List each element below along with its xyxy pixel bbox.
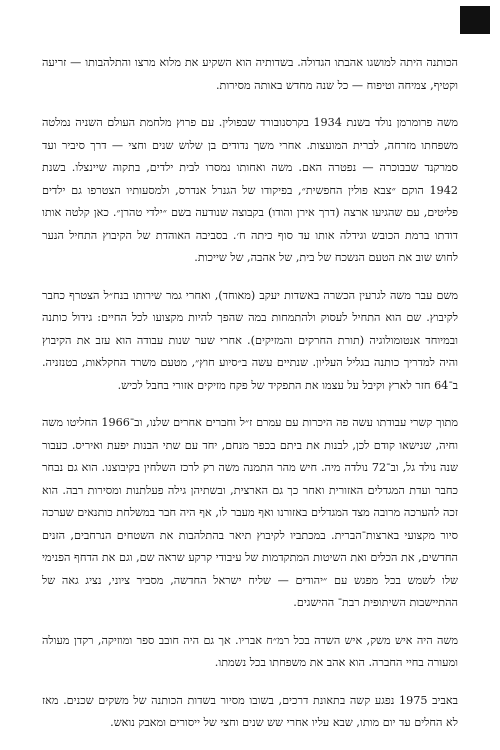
paragraph-childhood: משה פרומרמן נולד בשנת 1934 בקרסנובורד שבפולין. עם פרוץ מלחמת העולם השניה נמלטה משפחתו מזרחה, לברית המועצות. אחרי משך נדודים בן שלוש שנים וחצי — דרך סיביר ועד סמרקנד שבבוכרה — נפטרה האם. משה ואחותו נמסרו לבית ילדים, בתקוה שיינצלו. בשנת 1942 הוקם ״צבא פולין החפשית״, בפיקודו של הגנרל אנדרס, ולמסעותיו הצטרפו גם ילדים פליטים, עם שהגיעו ארצה (דרך אירן והודו) בקבוצה שנודעה בשם ״ילדי טהרן״. כאן קלטה אותו דודתו ברמת הכובש וגידלה אותו עד סוף כיתה ח׳. בסביבה האוהדת של הקיבוץ התחיל הנער לחוש שוב את הטעם הנשכח של בית, של אהבה, של שייכות. — [42, 116, 458, 264]
paragraph-kfar-menachem: מתוך קשרי עבודתו עשה פה היכרות עם עמרם ז״ל וחברים אחרים שלנו, וב־1966 החליטו משה וחיה, שנישאו קודם לכן, לבנות את ביתם בכפר מנחם, יחד עם שתי הבנות יפעת ואיריס. כעבור שנה נולד גל, וב־72 נולדה מיה. חיש מהר התמנה משה רק לרכז השלחין בקיבוצנו. הוא גם נבחר כחבר ועדת המגדלים האזורית ואחר כך גם הארצית, ובשתיהן גילה פעלתנות ומסירות רבה. הוא זכה להערכה מרובה מצד המגדלים באזורנו ואף מעבר לו, אף היה חבר במשלחת כותנאים שערכה סיור מקצועי בארצות־הברית. במכתביו לקיבוץ תיאר בהתלהבות את השטחים הנרחבים, הזנים החדשים, את הכלים ואת השיטות המתקדמות של עיבודי קרקע שראה שם, וגם את הדחף הפנימי שלו לשמש בכל מפגש עם ״יהודים — שליח ישראל החדשה, מסביר ציוני, נציג גאה של ההתיישבות השיתופית רבת־ ההישגים. — [42, 416, 459, 609]
paragraph-career: משם עבר משה לגרעין הכשרה באשדות יעקב (מאוחד), ואחרי גמר שירותו בנח״ל הצטרף כחבר לקיבוץ. שם הוא התחיל לעסוק ולהתמחות במה שהפך להיות מקצועו לכל החיים: גידול כותנה ובמיוחד אנטומולוגיה (תורת החרקים והמזיקים). אחרי שער שנות עבודה הוא עזב את הקיבוץ והיה למדריך כותנה בגליל העליון. שנתיים עשה ב״סיוע חוץ״, מטעם משרד החקלאות, בטנזניה. ב־64 חזר לארץ וקיבל על עצמו את התפקיד של פקח מזיקים אזורי בחבל לכיש. — [42, 288, 458, 392]
corner-tab-mark — [460, 6, 490, 34]
memorial-text — [42, 52, 458, 750]
paragraph-character: משה היה איש משק, איש השדה בכל רמ״ח אבריו. אך גם היה חובב ספר ומוזיקה, רקדן מעולה ומעורה בחיי החברה. הוא אהב את משפחתו בכל נשמתו. — [42, 633, 458, 669]
paragraph-cotton-love: הכותנה היתה למושגו אהבתו הגדולה. בשדותיה הוא השקיע את מלוא מרצו והתלהבותו — זריעה וקטיף, צמיחה וטיפוח — כל שנה מחדש באותה מסירות. — [42, 56, 458, 92]
paragraph-accident: באביב 1975 נפגע קשה בתאונת דרכים, בשובו מסיור בשדות הכותנה של משקים שכנים. מאז לא החלים עד יום מותו, שבא עליו אחרי שש שנים וחצי של ייסורים ומאבק נואש. — [42, 693, 458, 729]
